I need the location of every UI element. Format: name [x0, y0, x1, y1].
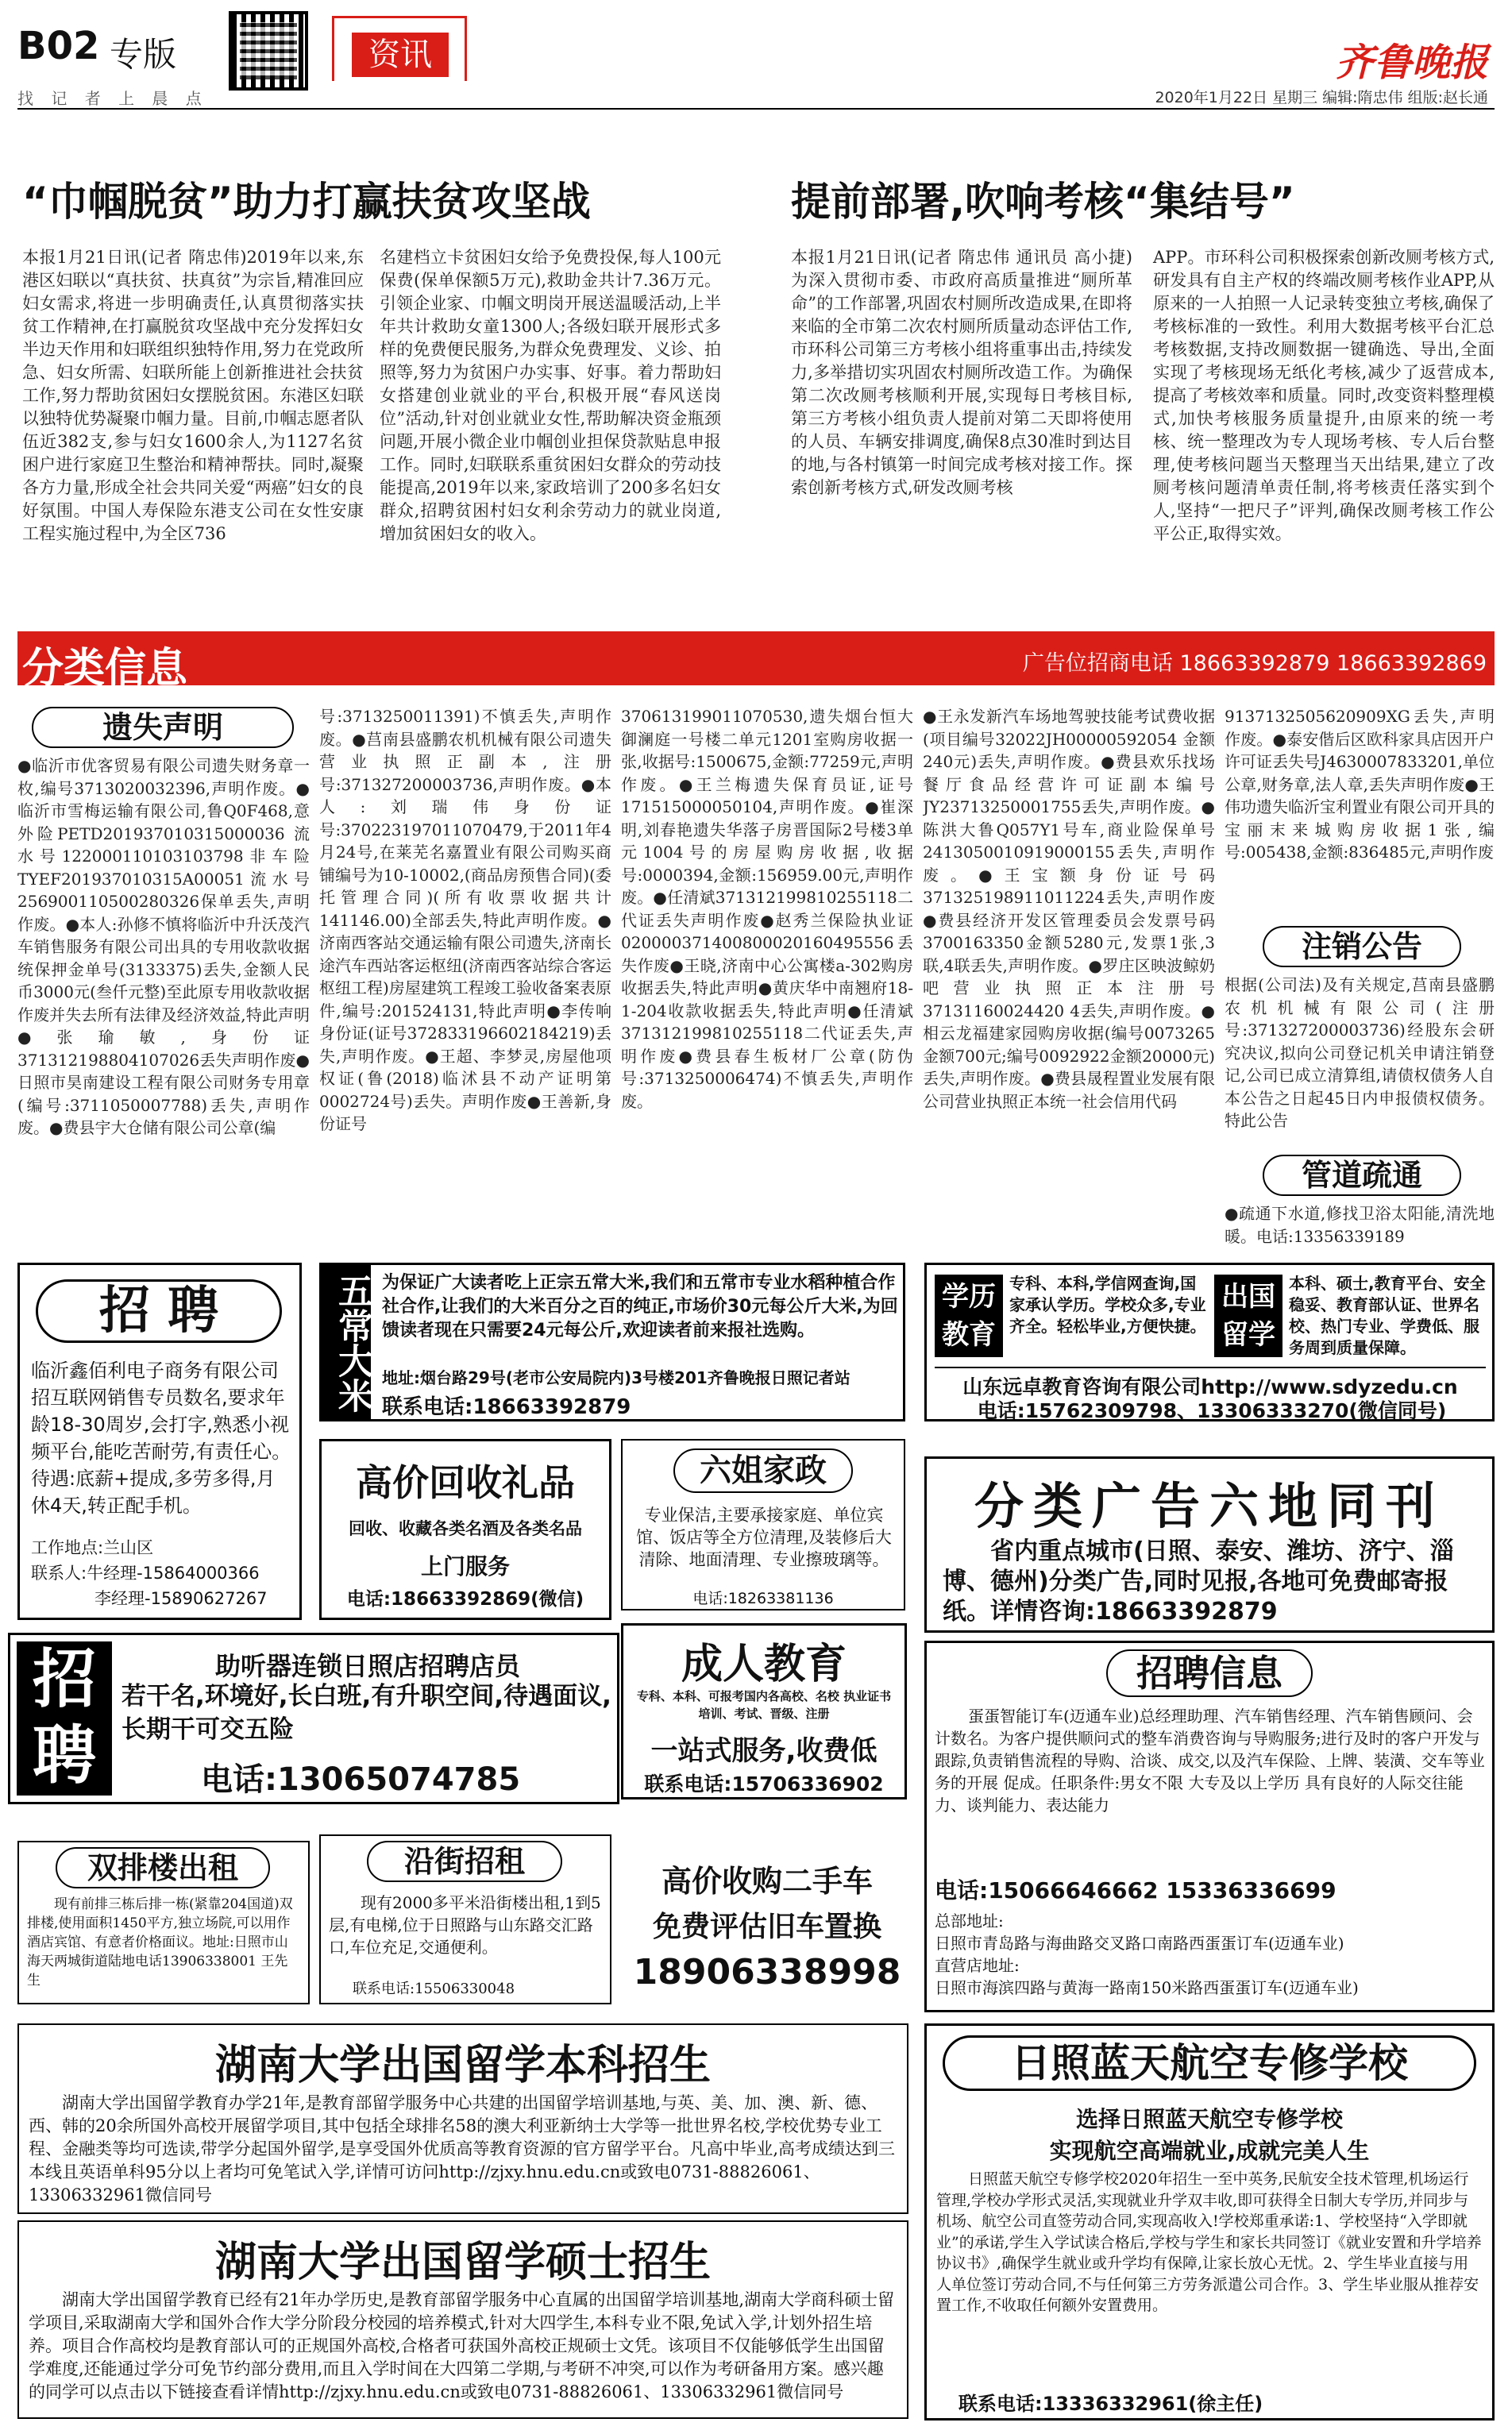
adult-edu-ad-title: 成人教育: [681, 1641, 847, 1688]
used-car-ad: [621, 1834, 913, 2004]
banner-title: 分类信息: [22, 645, 188, 692]
recruit-ad-1-contact1: 联系人:牛经理-15864000366: [31, 1564, 260, 1583]
aviation-school-ad-slogan2: 实现航空高端就业,成就完美人生: [1049, 2138, 1370, 2164]
recycle-ad-body: 回收、收藏各类名酒及各类名品: [349, 1519, 582, 1538]
hunan-master-ad-title: 湖南大学出国留学硕士招生: [214, 2239, 711, 2286]
cancel-notice-text: 根据(公司法)及有关规定,莒南县盛鹏农机机械有限公司(注册号:371327200003736)经股东会研究决议,拟向公司登记机关申请注销登记,公司已成立清算组,请债权债务人自本公告之日起45日内申报债权债务。特此公告: [1225, 975, 1495, 1130]
aviation-school-ad-slogan1: 选择日照蓝天航空专修学校: [1075, 2106, 1343, 2132]
hearing-aid-ad-phone: 电话:13065074785: [201, 1761, 521, 1798]
used-car-ad-phone: 18906338998: [633, 1952, 901, 1992]
pipe-heading: 管道疏通: [1263, 1155, 1461, 1196]
section-subtitle: 找 记 者 上 晨 点: [17, 89, 208, 108]
banner-phone: 广告位招商电话 18663392879 18663392869: [1022, 651, 1487, 676]
hunan-master-ad: [17, 2220, 908, 2419]
hunan-master-ad-body: 湖南大学出国留学教育已经有21年办学历史,是教育部留学服务中心直属的出国留学培训基地,湖南大学商科硕士留学项目,采取湖南大学和国外合作大学分阶段分校园的培养模式,针对大四学生,本科专业不限,免试入学,计划外招生培养。项目合作高校均是教育部认可的正规国外高校,合格者可获国外高校正规硕士文凭。该项目不仅能够低学生出国留学难度,还能通过学分可免节约部分费用,而且入学时间在大四第二学期,与考研不冲突,可以作为考研备用方案。感兴趣的同学可以点击以下链接查看详情http://zjxy.hnu.edu.cn或致电0731-88826061、13306332961微信同号: [29, 2290, 895, 2401]
used-car-ad-title: 高价收购二手车: [661, 1864, 873, 1899]
recycle-ad: [319, 1439, 611, 1620]
recruit-ad-1-contact2: 李经理-15890627267: [94, 1589, 268, 1608]
recruit-ad-1-title: 招 聘: [36, 1279, 282, 1343]
adult-edu-ad-phone: 联系电话:15706336902: [644, 1772, 884, 1796]
recruit-info-ad-phone: 电话:15066646662 15336336699: [935, 1877, 1336, 1904]
street-rent-ad: [319, 1834, 611, 2004]
edu-ad-company: 山东远卓教育咨询有限公司http://www.sdyzedu.cn: [935, 1367, 1486, 1400]
double-building-ad: [17, 1841, 310, 2004]
rice-ad-side: 五常大米: [322, 1265, 371, 1419]
recruit-info-ad-body: 蛋蛋智能订车(迈通车业)总经理助理、汽车销售经理、汽车销售顾问、会计数名。为客户提供顺问式的整车消费咨询与导购服务;进行及时的客户开发与跟踪,负责销售流程的导购、洽谈、成交,以及汽车保险、上牌、装潢、交车等业务的开展 促成。任职条件:男女不限 大专及以上学历 具有良好的人际交往能力、谈判能力、表达能力: [935, 1707, 1485, 1815]
six-city-ad-body: 省内重点城市(日照、泰安、潍坊、济宁、淄博、德州)分类广告,同时见报,各地可免费邮寄报纸。详情咨询:18663392879: [943, 1537, 1454, 1626]
article2-col1: 本报1月21日讯(记者 隋忠伟 通讯员 高小捷)为深入贯彻市委、市政府高质量推进“厕所革命”的工作部署,巩固农村厕所改造成果,在即将来临的全市第二次农村厕所质量动态评估工作,市环科公司第三方考核小组将重事出击,持续发力,多举措切实巩固农村厕所改造工作。为确保第二次改厕考核顺利开展,实现每日考核目标,第三方考核小组负责人提前对第二天即将使用的人员、车辆安排调度,确保8点30准时到达目的地,与各村镇第一时间完成考核对接工作。探索创新考核方式,研发改厕考核: [791, 248, 1132, 497]
double-building-ad-body: 现有前排三栋后排一栋(紧靠204国道)双排楼,使用面积1450平方,独立场院,可以用作酒店宾馆、有意者价格面议。地址:日照市山海天两城街道陆地电话13906338001 王先生: [27, 1896, 293, 1988]
classified-col4: ●王永发新汽车场地驾驶技能考试费收据(项目编号32022JH00000592054 金额240元)丢失,声明作废。●费县欢乐找场餐厅食品经营许可证副本编号JY23713250001755丢失,声明作废。●陈洪大鲁Q057Y1号车,商业险保单号2413050010919000155丢失,声明作废。●王宝额身份证号码371325198911011224丢失,声明作废●费县经济开发区管理委员会发票号码3700163350金额5280元,发票1张,3联,4联丢失,声明作废。●罗庄区映波鲸奶吧营业执照正本注册号37131160024420 4丢失,声明作废。●相云龙福建家园购房收据(编号0073265 金额700元;编号0092922金额20000元)丢失,声明作废。●费县晟程置业发展有限公司营业执照正本统一社会信用代码: [923, 707, 1215, 1111]
hearing-aid-ad-side: 招聘: [17, 1641, 112, 1796]
street-rent-ad-body: 现有2000多平米沿街楼出租,1到5层,有电梯,位于日照路与山东路交汇路口,车位充足,交通便利。: [329, 1893, 601, 1957]
article2-col2: APP。市环科公司积极探索创新改厕考核方式,研发具有自主产权的终端改厕考核作业APP,从原来的一人拍照一人记录转变独立考核,确保了考核标准的一致性。利用大数据考核平台汇总考核数据,支持改厕数据一键确选、导出,全面实现了考核现场无纸化考核,减少了返营成本,提高了考核效率和质量。同时,改变资料整理模式,加快考核服务质量提升,由原来的统一考核、统一整理改为专人现场考核、专人后台整理,使考核问题当天整理当天出结果,建立了改厕考核问题清单责任制,将考核责任落实到个人,坚持“一把尺子”评判,确保改厕考核工作公平公正,取得实效。: [1153, 248, 1495, 543]
classified-col1: ●临沂市优客贸易有限公司遗失财务章一枚,编号3713020032396,声明作废。●临沂市雪梅运输有限公司,鲁Q0F468,意外险PETD201937010315000036 流水号122000110103103798非车险TYEF201937010315A00051流水号256900110500280326保单丢失,声明作废。●本人:孙修不慎将临沂中升沃茂汽车销售服务有限公司出具的专用收款收据统保押金单号(3133375)丢失,金额人民币3000元(叁仟元整)至此原专用收款收据作废并失去所有法律及经济效益,特此声明●张瑜敏,身份证371312198804107026丢失声明作废●日照市昊南建设工程有限公司财务专用章(编号:3711050007788)丢失,声明作废。●费县宇大仓储有限公司公章(编: [17, 756, 310, 1137]
edu-ad-mid: 出国留学: [1214, 1275, 1282, 1357]
classified-banner: [17, 631, 1495, 692]
classified-col5: 91371325056209​09XG丢失,声明作废。●泰安偕后区欧科家具店因开户许可证丢失号J4630007833201,单位公章,财务章,法人章,丢失声明作废●王伟功遗失临沂宝利置业有限公司开具的宝丽末来城购房收据1张,编号:005438,金额:836485元,声明作废: [1225, 707, 1495, 862]
adult-edu-ad: [621, 1623, 907, 1799]
aviation-school-ad-body: 日照蓝天航空专修学校2020年招生一至中英务,民航安全技术管理,机场运行管理,学校办学形式灵活,实现就业升学双丰收,即可获得全日制大专学历,并同步与机场、航空公司直签劳动合同,实现高收入!学校郑重承诺:1、学校坚持“入学即就业”的承诺,学生入学试读合格后,学校与学生和家长共同签订《就业安置和升学培养协议书》,确保学生就业或升学均有保障,让家长放心无忧。2、学生毕业直接与用人单位签订劳动合同,不与任何第三方劳务派遣公司合作。3、学生毕业服从推荐安置工作,不收取任何额外安置费用。: [936, 2170, 1482, 2314]
recruit-info-ad-addr2: 日照市海滨四路与黄海一路南150米路西蛋蛋订车(迈通车业): [935, 1978, 1359, 1997]
article1-title: “巾帼脱贫”助力打赢扶贫攻坚战: [22, 179, 591, 225]
section-tab-label: 资讯: [352, 33, 449, 77]
edu-ad-phone: 电话:15762309798、13306333270(微信同号): [977, 1399, 1447, 1422]
recruit-ad-1-addr: 工作地点:兰山区: [31, 1538, 154, 1557]
article1-col2: 名建档立卡贫困妇女给予免费投保,每人100元保费(保单保额5万元),救助金共计7.36万元。引领企业家、巾帼文明岗开展送温暖活动,上半年共计救助女童1300人;各级妇联开展形式多样的免费便民服务,为群众免费理发、义诊、拍照等,努力为贫困户办实事、好事。着力帮助妇女搭建创业就业的平台,积极开展“春风送岗位”活动,针对创业就业女性,帮助解决资金瓶颈问题,开展小微企业巾帼创业担保贷款贴息申报工作。同时,妇联联系重贫困妇女群众的劳动技能提高,2019年以来,家政培训了200多名妇女群众,招聘贫困村妇女利余劳动力的就业岗道,增加贫困妇女的收入。: [380, 248, 721, 543]
article1-col1: 本报1月21日讯(记者 隋忠伟)2019年以来,东港区妇联以“真扶贫、扶真贫”为宗旨,精准回应妇女需求,将进一步明确责任,认真贯彻落实扶贫工作精神,在打赢脱贫攻坚战中充分发挥妇女半边天作用和妇联组织独特作用,努力在党政所急、妇女所需、妇联所能上创新推进社会扶贫工作,努力帮助贫困妇女摆脱贫困。东港区妇联以独特优势凝聚巾帼力量。目前,巾帼志愿者队伍近382支,参与妇女1600余人,为1127名贫困户进行家庭卫生整治和精神帮扶。同时,凝聚各方力量,形成全社会共同关爱“两癌”妇女的良好氛围。中国人寿保险东港支公司在女性安康工程实施过程中,为全区736: [22, 248, 364, 543]
aviation-school-ad: [924, 2023, 1495, 2420]
edu-ad-left-text: 专科、本科,学信网查询,国家承认学历。学校众多,专业齐全。轻松毕业,方便快捷。: [1009, 1274, 1206, 1336]
street-rent-ad-title: 沿街招租: [367, 1841, 562, 1882]
hunan-undergrad-ad: [17, 2023, 908, 2214]
hearing-aid-ad-title: 助听器连锁日照店招聘店员: [214, 1651, 520, 1681]
rice-ad-body: 为保证广大读者吃上正宗五常大米,我们和五常市专业水稻种植合作社合作,让我们的大米百分之百的纯正,市场价30元每公斤大米,为回馈读者现在只需要24元每公斤,欢迎读者前来报社选购。: [382, 1273, 898, 1340]
hunan-undergrad-ad-body: 湖南大学出国留学教育办学21年,是教育部留学服务中心共建的出国留学培训基地,与英、美、加、澳、新、德、西、韩的20余所国外高校开展留学项目,其中包括全球排名58的澳大利亚新纳士大学等一批世界名校,学校优势专业工程、金融类等均可选读,带学分起国外留学,是享受国外优质高等教育资源的官方留学平台。凡高中毕业,高考成绩达到三本线且英语单科95分以上者均可免笔试入学,详情可访问http://zjxy.hnu.edu.cn或致电0731-88826061、13306332961微信同号: [29, 2093, 896, 2204]
page-number: B02: [17, 24, 100, 68]
recycle-ad-phone: 电话:18663392869(微信): [346, 1589, 584, 1610]
recruit-info-ad-title: 招聘信息: [1106, 1649, 1313, 1697]
housekeeping-ad-body: 专业保洁,主要承接家庭、单位宾馆、饭店等全方位清理,及装修后大清除、地面清理、专业擦玻璃等。: [636, 1506, 892, 1569]
six-city-ad: [924, 1456, 1495, 1633]
rice-ad-addr: 地址:烟台路29号(老市公安局院内)3号楼201齐鲁晚报日照记者站: [382, 1368, 850, 1387]
article2-title: 提前部署,吹响考核“集结号”: [791, 179, 1295, 225]
street-rent-ad-phone: 联系电话:15506330048: [353, 1981, 515, 1997]
housekeeping-ad-title: 六姐家政: [673, 1448, 853, 1493]
edu-ad-right-text: 本科、硕士,教育平台、安全稳妥、教育部认证、世界名校、热门专业、学费低、服务周到质量保障。: [1289, 1274, 1486, 1357]
adult-edu-ad-body: 专科、本科、可报考国内各高校、名校 执业证书培训、考试、晋级、注册: [636, 1689, 892, 1721]
hearing-aid-ad-body: 若干名,环境好,长白班,有升职空间,待遇面议,长期干可交五险: [122, 1682, 611, 1744]
used-car-ad-body: 免费评估旧车置换: [652, 1911, 881, 1943]
aviation-school-ad-phone: 联系电话:13336332961(徐主任): [958, 2393, 1263, 2415]
recruit-info-ad: [924, 1641, 1495, 2012]
lost-notice-heading: 遗失声明: [32, 707, 294, 748]
edu-ad-left: 学历教育: [935, 1275, 1003, 1357]
edu-ad: [924, 1263, 1495, 1421]
adult-edu-ad-slogan: 一站式服务,收费低: [650, 1735, 878, 1767]
qr-code-icon: [229, 11, 308, 91]
cancel-notice-heading: 注销公告: [1263, 926, 1461, 967]
recruit-info-ad-addr-label1: 总部地址:: [935, 1911, 1004, 1931]
classified-col3: 370613199011070530,遗失烟台恒大御澜庭一号楼二单元1201室购房收据一张,收据号:1500675,金额:77259元,声明作废。●王兰梅遗失保育员证,证号171515000050104,声明作废。●崔深明,刘春艳遗失华落子房晋国际2号楼3单元1004号的房屋购房收据,收据号:0000394,金额:156959.00元,声明作废。●任清斌371312199810255118二代证丢失声明作废●赵秀兰保险执业证020000371400800020160495556丢失作废●王晓,济南中心公寓楼a-302购房收据丢失,特此声明●黄庆华中南翘府18-1-204收款收据丢失,特此声明●任清斌371312199810255118二代证丢失,声明作废●费县春生板材厂公章(防伪号:3713250006474)不慎丢失,声明作废。: [621, 707, 913, 1111]
recycle-ad-title: 高价回收礼品: [356, 1461, 575, 1504]
rice-ad-phone: 联系电话:18663392879: [382, 1395, 631, 1419]
double-building-ad-title: 双排楼出租: [56, 1847, 270, 1888]
rice-ad: [319, 1263, 905, 1421]
newspaper-logo: 齐鲁晚报: [1335, 41, 1488, 85]
recruit-info-ad-addr1: 日照市青岛路与海曲路交叉路口南路西蛋蛋订车(迈通车业): [935, 1934, 1344, 1953]
classified-col2: 号:3713250011391)不慎丢失,声明作废。●莒南县盛鹏农机机械有限公司遗失营业执照正副本,注册号:371327200003736,声明作废。●本人:刘瑞伟身份证号:370223197011070479,于2011年4月24号,在莱芜名嘉置业有限公司购买商铺编号为10-10002,(商品房预售合同)(委托管理合同)(所有收票收据共计141146.00)全部丢失,特此声明作废。●济南西客站交通运输有限公司遗失,济南长途汽车西站客运枢纽(济南西客站综合客运枢纽工程)房屋建筑工程竣工验收备案表原件,编号:201524131,特此声明●李传响身份证(证号372833196602184219)丢失,声明作废。●王超、李梦灵,房屋他项权证(鲁(2018)临沭县不动产证明第0002724号)丢失。声明作废●王善新,身份证号: [319, 707, 611, 1133]
recruit-info-ad-addr-label2: 直营店地址:: [935, 1956, 1020, 1975]
housekeeping-ad-phone: 电话:18263381136: [692, 1590, 834, 1607]
section-name: 专版: [110, 35, 177, 74]
hearing-aid-ad: [8, 1633, 619, 1804]
hunan-undergrad-ad-title: 湖南大学出国留学本科招生: [214, 2042, 711, 2089]
section-tab: [332, 16, 467, 81]
recruit-ad-1: [17, 1263, 302, 1620]
pipe-text: ●疏通下水道,修找卫浴太阳能,清洗地暖。电话:13356339189: [1225, 1204, 1495, 1246]
six-city-ad-title: 分类广告六地同刊: [974, 1477, 1444, 1535]
recycle-ad-service: 上门服务: [420, 1553, 510, 1580]
housekeeping-ad: [621, 1439, 905, 1610]
recruit-ad-1-body: 临沂鑫佰利电子商务有限公司招互联网销售专员数名,要求年龄18-30周岁,会打字,熟悉小视频平台,能吃苦耐劳,有责任心。待遇:底薪+提成,多劳多得,月休4天,转正配手机。: [31, 1360, 291, 1517]
header-rule: [17, 108, 1495, 110]
aviation-school-ad-title: 日照蓝天航空专修学校: [943, 2035, 1476, 2091]
dateline: 2020年1月22日 星期三 编辑:隋忠伟 组版:赵长通: [1155, 89, 1488, 106]
